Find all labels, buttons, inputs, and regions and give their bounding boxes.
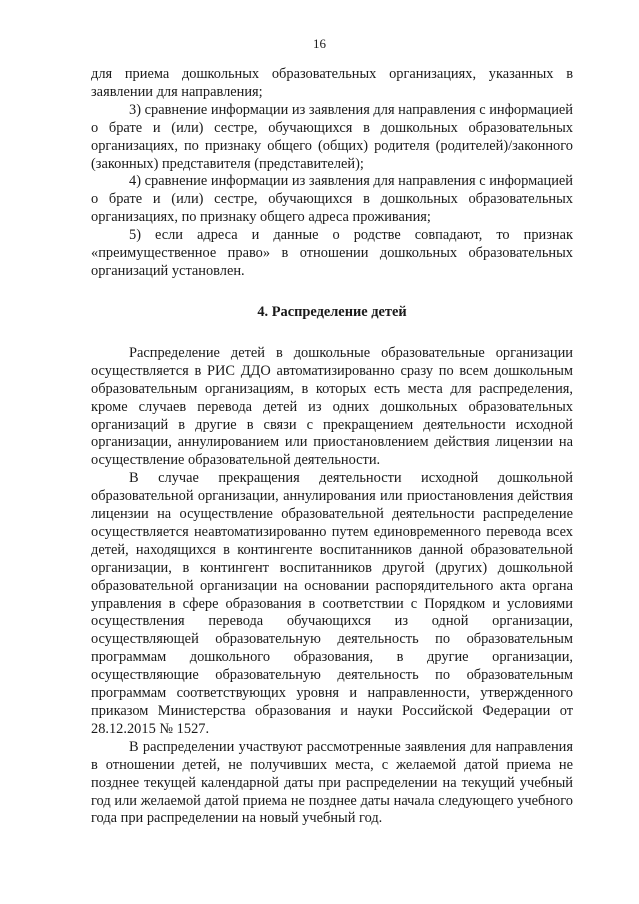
- document-body: [91, 66, 573, 828]
- paragraph-termination: В случае прекращения деятельности исходной дошкольной образовательной организации, аннулирования или приостановления действия лицензии на осуществление образовательной деятельности распределение осуществляется неавтоматизированно путем единовременного перевода всех детей, находящихся в контингенте воспитанников данной образовательной организации, в контингент воспитанников другой (других) дошкольной образовательной организации на основании распорядительного акта органа управления в сфере образования в соответствии с Порядком и условиями осуществления перевода обучающихся из одной организации, осуществляющей образовательную деятельность по образовательным программам дошкольного образования, в другие организации, осуществляющие образовательную деятельность по образовательным программам соответствующих уровня и направленности, утвержденного приказом Министерства образования и науки Российской Федерации от 28.12.2015 № 1527.: [91, 470, 573, 737]
- list-item-5: 5) если адреса и данные о родстве совпадают, то признак «преимущественное право» в отношении дошкольных образовательных организаций установлен.: [91, 227, 573, 279]
- paragraph-distribution: Распределение детей в дошкольные образовательные организации осуществляется в РИС ДДО автоматизированно сразу по всем дошкольным образовательным организациям, в которых есть места для распределения, кроме случаев перевода детей из одних дошкольных образовательных организаций в другие в связи с прекращением деятельности исходной организации, аннулированием или приостановлением действия лицензии на осуществление образовательной деятельности.: [91, 344, 573, 469]
- section-heading: 4. Распределение детей: [257, 303, 407, 320]
- paragraph-participation: В распределении участвуют рассмотренные заявления для направления в отношении детей, не получивших места, с желаемой датой приема не позднее текущей календарной даты при распределении на текущий учебный год или желаемой датой приема не позднее даты начала следующего учебного года при распределении на новый учебный год.: [91, 738, 573, 827]
- list-item-4: 4) сравнение информации из заявления для направления с информацией о брате и (или) сестре, обучающихся в дошкольных образовательных организациях, по признаку общего адреса проживания;: [91, 173, 573, 226]
- intro-paragraph: для приема дошкольных образовательных организациях, указанных в заявлении для направления;: [91, 66, 573, 100]
- page-number: 16: [313, 36, 326, 51]
- list-item-3: 3) сравнение информации из заявления для направления с информацией о брате и (или) сестре, обучающихся в дошкольных образовательных организациях, по признаку общего (общих) родителя (родителей)/законного (законных) представителя (представителей);: [91, 101, 573, 172]
